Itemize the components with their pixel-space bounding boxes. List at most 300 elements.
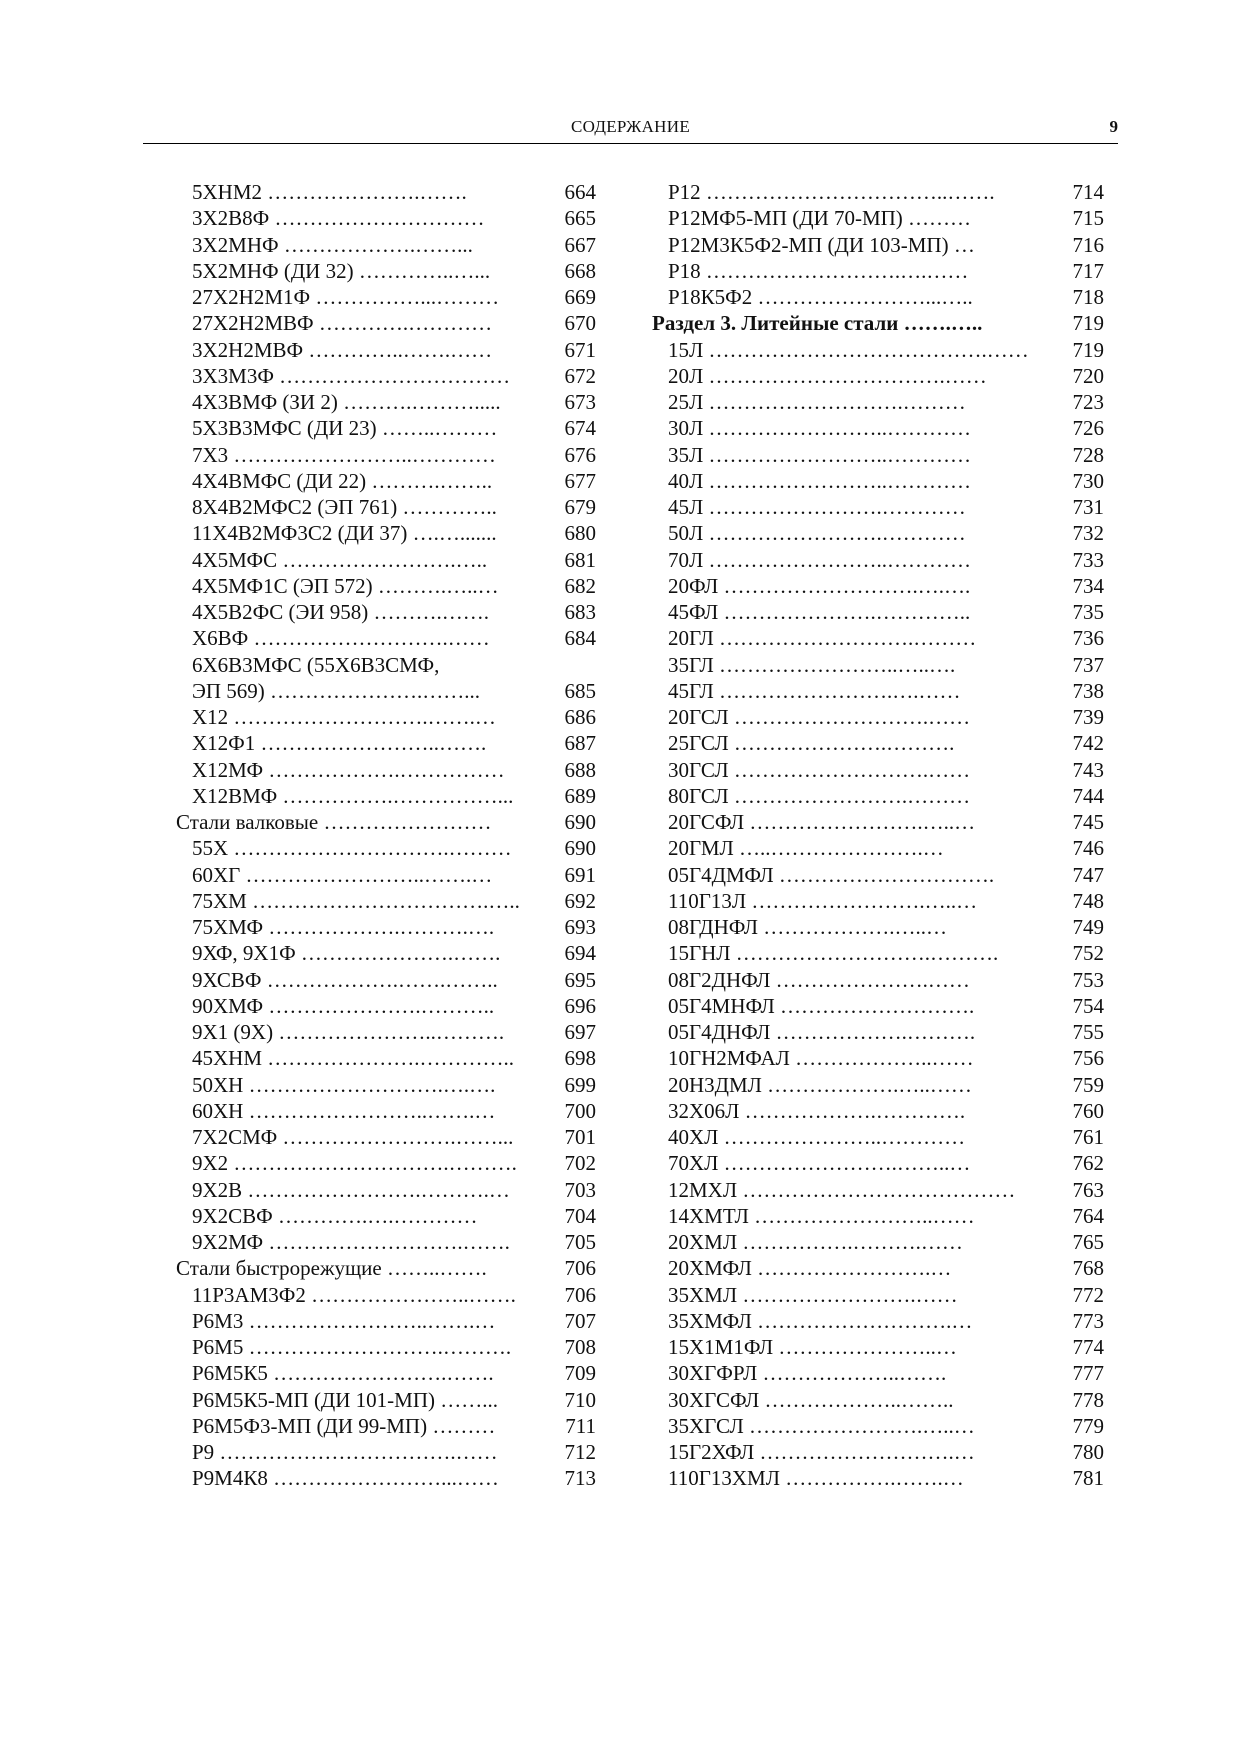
toc-entry-page: 671 <box>564 337 596 362</box>
toc-entry <box>176 442 596 468</box>
toc-entry <box>652 835 1104 861</box>
toc-entry <box>652 573 1104 599</box>
toc-entry <box>176 389 596 415</box>
toc-entry <box>652 730 1104 756</box>
toc-entry-page: 687 <box>564 731 596 756</box>
toc-entry <box>652 337 1104 363</box>
toc-entry-page: 684 <box>564 626 596 651</box>
toc-entry-title: 20ГСЛ ……………………….…… <box>668 705 971 729</box>
toc-entry-page: 709 <box>564 1361 596 1386</box>
toc-entry-page: 733 <box>1072 547 1104 572</box>
toc-entry-page: 673 <box>564 390 596 414</box>
toc-entry <box>652 1203 1104 1229</box>
toc-entry-title: Р18К5Ф2 ……………………...….. <box>668 285 973 309</box>
toc-entry-title: 55Х ………………………….……… <box>192 836 512 861</box>
toc-entry <box>652 1177 1104 1203</box>
toc-entry-title: 30ХГСФЛ ………………..…….. <box>668 1387 954 1412</box>
toc-entry-title: Р12М3К5Ф2-МП (ДИ 103-МП) … <box>668 232 975 257</box>
toc-entry <box>652 494 1104 520</box>
toc-entry <box>176 1439 596 1465</box>
toc-entry <box>176 1203 596 1229</box>
toc-entry-page: 719 <box>1072 311 1104 336</box>
toc-entry-title: 35ГЛ ……………………..…..…. <box>668 652 956 677</box>
toc-entry <box>176 337 596 363</box>
toc-entry-title: 05Г4МНФЛ ………………………. <box>668 993 975 1018</box>
toc-entry <box>176 1360 596 1386</box>
toc-entry-title: Стали быстрорежущие ……..……. <box>176 1256 487 1281</box>
toc-entry-title: 30ГСЛ ……………………….…… <box>668 757 971 782</box>
toc-entry-title: 35ХМЛ …………………….…… <box>668 1282 958 1307</box>
toc-entry-title: 11Р3АМ3Ф2 …………………..……. <box>192 1282 516 1307</box>
toc-entry-page: 681 <box>564 547 596 572</box>
toc-entry-page: 718 <box>1072 285 1104 309</box>
toc-entry-page: 734 <box>1072 573 1104 598</box>
toc-entry <box>176 652 596 705</box>
running-title: СОДЕРЖАНИЕ <box>570 117 691 136</box>
toc-entry-title: 20Н3ДМЛ ……………….…..…… <box>668 1072 972 1097</box>
toc-left-column <box>176 179 596 1492</box>
toc-entry <box>176 415 596 441</box>
toc-entry-title: 15Х1М1ФЛ …………………..… <box>668 1335 957 1359</box>
toc-entry-page: 668 <box>564 258 596 283</box>
toc-entry-page: 689 <box>564 783 596 808</box>
page-number: 9 <box>1109 117 1118 136</box>
toc-entry-title: 27Х2Н2МВФ ………….………… <box>192 311 493 336</box>
toc-entry-title: 9ХФ, 9Х1Ф ………………….……. <box>192 941 501 966</box>
toc-entry-page: 693 <box>564 915 596 939</box>
toc-entry-page: 743 <box>1072 757 1104 782</box>
toc-entry <box>652 1282 1104 1308</box>
toc-entry-title: 08ГДНФЛ ……………….…..… <box>668 915 948 939</box>
toc-entry <box>652 1150 1104 1176</box>
toc-entry-page: 690 <box>564 836 596 861</box>
toc-entry-title: 12МХЛ ………………………………… <box>668 1177 1016 1202</box>
toc-entry-page: 707 <box>564 1308 596 1333</box>
toc-entry <box>176 914 596 940</box>
toc-entry-page: 749 <box>1072 915 1104 939</box>
toc-entry-page: 746 <box>1072 836 1104 861</box>
toc-entry <box>652 1387 1104 1413</box>
toc-entry-title: 50ХН ……………………….….…. <box>192 1072 496 1097</box>
toc-entry-page: 781 <box>1072 1466 1104 1491</box>
toc-entry-page: 762 <box>1072 1151 1104 1176</box>
toc-entry-page: 742 <box>1072 731 1104 756</box>
toc-entry-title: Х12Ф1 ……………………..……. <box>192 731 487 756</box>
toc-entry-title: Р6М5К5-МП (ДИ 101-МП) ……... <box>192 1387 498 1412</box>
toc-entry-title: 70ХЛ …………………….……..… <box>668 1151 971 1176</box>
toc-entry <box>652 783 1104 809</box>
toc-entry-page: 714 <box>1072 180 1104 204</box>
toc-entry <box>652 625 1104 651</box>
toc-entry-page: 744 <box>1072 783 1104 808</box>
toc-entry-title: 70Л ……………………..………… <box>668 547 971 572</box>
toc-entry-page: 682 <box>564 573 596 598</box>
toc-entry-title: 9Х1 (9Х) …………………..………. <box>192 1020 505 1044</box>
toc-entry <box>176 258 596 284</box>
toc-entry-page: 710 <box>564 1387 596 1412</box>
toc-entry-title: Р18 ……………………….….…… <box>668 258 969 283</box>
toc-entry-title: 4Х5МФС …………………….….. <box>192 547 488 572</box>
toc-entry-title: 45ФЛ ………………….………….. <box>668 600 971 624</box>
toc-entry <box>176 232 596 258</box>
toc-entry-title: Х12МФ ……………….…………… <box>192 757 505 782</box>
toc-entry <box>176 1413 596 1439</box>
toc-entry-page: 745 <box>1072 810 1104 834</box>
toc-entry-page: 747 <box>1072 862 1104 887</box>
toc-entry-title: 8Х4В2МФС2 (ЭП 761) ………….. <box>192 495 497 519</box>
toc-entry-page: 773 <box>1072 1308 1104 1333</box>
toc-entry-page: 701 <box>564 1125 596 1149</box>
toc-entry-title: 75ХМФ ……………….……….…. <box>192 915 495 939</box>
toc-entry-title: 45ГЛ …………………….….…… <box>668 678 961 703</box>
toc-entry <box>652 442 1104 468</box>
toc-entry-page: 713 <box>564 1466 596 1491</box>
toc-entry <box>652 862 1104 888</box>
toc-entry <box>176 179 596 205</box>
toc-entry <box>652 468 1104 494</box>
toc-entry-page: 720 <box>1072 363 1104 388</box>
toc-entry-page: 669 <box>564 285 596 309</box>
toc-entry <box>176 363 596 389</box>
toc-entry-page: 735 <box>1072 600 1104 624</box>
toc-entry-title: 5Х2МНФ (ДИ 32) …………..…... <box>192 258 491 283</box>
toc-entry-title: 25Л ……………………….……… <box>668 390 966 414</box>
toc-entry-title: Р6М5Ф3-МП (ДИ 99-МП) ……… <box>192 1413 496 1438</box>
toc-entry <box>176 1282 596 1308</box>
toc-entry-page: 764 <box>1072 1203 1104 1228</box>
toc-entry-page: 778 <box>1072 1387 1104 1412</box>
toc-entry-page: 680 <box>564 521 596 546</box>
toc-entry-page: 772 <box>1072 1282 1104 1307</box>
toc-entry <box>176 1124 596 1150</box>
toc-entry <box>176 1229 596 1255</box>
toc-entry <box>176 757 596 783</box>
toc-entry-page: 780 <box>1072 1440 1104 1464</box>
toc-entry-page: 752 <box>1072 941 1104 966</box>
toc-entry-page: 728 <box>1072 442 1104 467</box>
toc-entry-page: 719 <box>1072 337 1104 362</box>
toc-entry-title: 20ГСФЛ …………………….…..… <box>668 810 976 834</box>
toc-entry <box>652 363 1104 389</box>
toc-entry <box>652 1045 1104 1071</box>
toc-entry-page: 683 <box>564 600 596 624</box>
toc-entry-title: 5Х3В3МФС (ДИ 23) ……..……… <box>192 416 498 441</box>
toc-entry-title: Р6М5 ……………………….………. <box>192 1335 512 1359</box>
toc-entry-title: Р6М5К5 …………………….……. <box>192 1361 494 1386</box>
toc-entry-page: 695 <box>564 967 596 992</box>
toc-entry <box>176 1019 596 1045</box>
toc-entry-page: 667 <box>564 232 596 257</box>
toc-entry <box>176 1334 596 1360</box>
toc-entry-title: 45Л …………………….………… <box>668 495 966 519</box>
toc-entry-page: 739 <box>1072 705 1104 729</box>
toc-entry-page: 777 <box>1072 1361 1104 1386</box>
toc-entry-page: 705 <box>564 1230 596 1254</box>
toc-entry-title: 6Х6В3МФС (55Х6В3СМФ, ЭП 569) ………………….……... <box>192 652 481 703</box>
toc-entry-page: 753 <box>1072 967 1104 992</box>
toc-entry-page: 763 <box>1072 1177 1104 1202</box>
toc-group-heading <box>176 1255 596 1281</box>
toc-entry <box>652 652 1104 678</box>
toc-entry-title: 75ХМ …………………………….….. <box>192 888 520 913</box>
toc-entry <box>176 599 596 625</box>
toc-entry <box>652 1413 1104 1439</box>
toc-entry <box>652 1334 1104 1360</box>
toc-entry <box>176 310 596 336</box>
toc-entry-title: 3Х2В8Ф ………………………… <box>192 206 485 231</box>
toc-entry <box>176 494 596 520</box>
toc-entry-page: 736 <box>1072 626 1104 651</box>
toc-entry-title: 9Х2СВФ ………….….………… <box>192 1203 478 1228</box>
toc-entry-page: 732 <box>1072 521 1104 546</box>
toc-entry-title: 20ГЛ ……………………….……… <box>668 626 977 651</box>
toc-entry <box>176 1177 596 1203</box>
toc-entry <box>652 678 1104 704</box>
toc-entry-title: 4Х3ВМФ (ЗИ 2) ……….………..... <box>192 390 501 414</box>
toc-entry <box>176 468 596 494</box>
toc-entry <box>652 232 1104 258</box>
toc-entry <box>652 415 1104 441</box>
toc-entry-page: 686 <box>564 705 596 729</box>
toc-entry-title: 40Л ……………………..………… <box>668 468 971 493</box>
toc-entry-page: 756 <box>1072 1046 1104 1071</box>
toc-entry-page: 700 <box>564 1098 596 1123</box>
header-rule <box>143 143 1118 144</box>
toc-entry-title: 9Х2 ………………………….………. <box>192 1151 517 1176</box>
toc-entry <box>176 1308 596 1334</box>
toc-entry <box>652 599 1104 625</box>
toc-entry-page: 688 <box>564 757 596 782</box>
toc-entry <box>652 914 1104 940</box>
toc-entry-title: 7Х2СМФ …………………….……... <box>192 1125 514 1149</box>
toc-entry-title: 20Л …………………………….…… <box>668 363 987 388</box>
toc-entry-title: 15ГНЛ ……………………….………. <box>668 941 999 966</box>
toc-entry-title: 4Х5В2ФС (ЭИ 958) ……….……. <box>192 600 490 624</box>
toc-entry-page: 761 <box>1072 1125 1104 1149</box>
toc-entry <box>652 179 1104 205</box>
toc-entry-title: 20ХМФЛ …………………….… <box>668 1256 952 1281</box>
toc-entry-page: 692 <box>564 888 596 913</box>
toc-entry-title: 32Х06Л ……………….…………. <box>668 1098 966 1123</box>
toc-entry-title: Р12МФ5-МП (ДИ 70-МП) ……… <box>668 206 972 231</box>
toc-entry-page: 694 <box>564 941 596 966</box>
toc-entry-page: 755 <box>1072 1020 1104 1044</box>
toc-entry-title: Р6М3 ……………………..…….… <box>192 1308 496 1333</box>
toc-entry-title: 27Х2Н2М1Ф ……………...……… <box>192 285 500 309</box>
toc-entry-page: 696 <box>564 993 596 1018</box>
toc-entry-title: 9Х2В …………………….……….… <box>192 1177 510 1202</box>
toc-entry-title: 110Г13ХМЛ …………….…….… <box>668 1466 964 1491</box>
toc-entry-page: 759 <box>1072 1072 1104 1097</box>
toc-entry-page: 774 <box>1072 1335 1104 1359</box>
toc-entry <box>652 1308 1104 1334</box>
toc-entry-title: 60ХН ……………………..…….… <box>192 1098 496 1123</box>
toc-entry <box>176 862 596 888</box>
toc-entry-title: 15Г2ХФЛ ……………………….… <box>668 1440 975 1464</box>
toc-entry-page: 706 <box>564 1256 596 1281</box>
toc-entry-page: 704 <box>564 1203 596 1228</box>
toc-entry-page: 665 <box>564 206 596 231</box>
toc-entry <box>652 258 1104 284</box>
toc-entry-title: Раздел 3. Литейные стали …….….. <box>652 311 983 336</box>
toc-entry-page: 737 <box>1072 652 1104 677</box>
toc-entry-title: 3Х2Н2МВФ …………..…….…… <box>192 337 493 362</box>
toc-entry <box>652 1229 1104 1255</box>
toc-entry-title: 25ГСЛ ………………….………. <box>668 731 955 756</box>
toc-entry-page: 697 <box>564 1020 596 1044</box>
toc-entry-title: Х6ВФ ……………………….…… <box>192 626 490 651</box>
toc-entry-page: 711 <box>565 1413 596 1438</box>
toc-entry <box>176 1098 596 1124</box>
toc-entry-title: 20ГМЛ …..………………….… <box>668 836 944 861</box>
toc-entry-page: 716 <box>1072 232 1104 257</box>
toc-entry-title: 14ХМТЛ ……………………..…… <box>668 1203 975 1228</box>
toc-entry <box>176 284 596 310</box>
toc-entry <box>176 783 596 809</box>
toc-entry-title: 35ХГСЛ …………………….…..… <box>668 1413 975 1438</box>
toc-entry-page: 730 <box>1072 468 1104 493</box>
toc-entry <box>176 573 596 599</box>
toc-entry <box>176 1072 596 1098</box>
toc-entry-title: 15Л ………………………………….…… <box>668 337 1029 362</box>
toc-entry-page: 677 <box>564 468 596 493</box>
toc-entry-page: 706 <box>564 1282 596 1307</box>
toc-entry <box>652 967 1104 993</box>
toc-entry <box>652 809 1104 835</box>
toc-entry-page: 765 <box>1072 1230 1104 1254</box>
toc-entry-page: 670 <box>564 311 596 336</box>
toc-entry-title: Стали валковые …………………… <box>176 810 492 834</box>
running-header <box>143 117 1118 143</box>
toc-entry-title: 60ХГ ……………………..…….… <box>192 862 493 887</box>
toc-entry <box>652 888 1104 914</box>
toc-entry-title: 30Л ……………………..………… <box>668 416 971 441</box>
toc-entry <box>652 389 1104 415</box>
toc-entry-page: 691 <box>564 862 596 887</box>
toc-entry <box>652 520 1104 546</box>
toc-entry-title: 110Г13Л …………………….…..… <box>668 888 978 913</box>
toc-entry <box>176 625 596 651</box>
toc-entry-page: 699 <box>564 1072 596 1097</box>
toc-entry-page: 690 <box>564 810 596 834</box>
toc-entry <box>652 993 1104 1019</box>
toc-entry <box>176 520 596 546</box>
toc-entry-title: 90ХМФ ………………….……….. <box>192 993 495 1018</box>
toc-entry <box>176 547 596 573</box>
toc-entry <box>176 704 596 730</box>
toc-entry-page: 698 <box>564 1046 596 1071</box>
toc-entry-title: 80ГСЛ …………………….……… <box>668 783 971 808</box>
toc-entry-title: 30ХГФРЛ ………………..……. <box>668 1361 947 1386</box>
toc-entry <box>176 730 596 756</box>
toc-entry-page: 717 <box>1072 258 1104 283</box>
toc-entry <box>652 1439 1104 1465</box>
toc-entry-title: 40ХЛ …………………..………… <box>668 1125 966 1149</box>
toc-entry <box>652 1098 1104 1124</box>
toc-entry-page: 679 <box>564 495 596 519</box>
toc-entry-title: 9Х2МФ ……………………….……. <box>192 1230 510 1254</box>
toc-entry-title: 08Г2ДНФЛ ………………….…… <box>668 967 970 992</box>
toc-entry-page: 779 <box>1072 1413 1104 1438</box>
toc-entry-title: 45ХНМ ………………….………….. <box>192 1046 515 1071</box>
toc-entry-page: 738 <box>1072 678 1104 703</box>
toc-entry <box>176 1150 596 1176</box>
toc-entry-title: 3Х3М3Ф …………………………… <box>192 363 511 388</box>
toc-entry <box>652 284 1104 310</box>
toc-entry-title: 10ГН2МФАЛ ………………..…… <box>668 1046 974 1071</box>
toc-entry <box>652 1072 1104 1098</box>
toc-entry-title: 4Х5МФ1С (ЭП 572) ……….…..… <box>192 573 499 598</box>
toc-entry <box>176 205 596 231</box>
toc-entry-page: 726 <box>1072 416 1104 441</box>
toc-right-column <box>652 179 1104 1492</box>
toc-entry-title: 50Л …………………….………… <box>668 521 966 546</box>
toc-entry-title: 3Х2МНФ ……………….……... <box>192 232 473 257</box>
toc-entry-title: Р12 ……………………………..……. <box>668 180 995 204</box>
toc-entry-page: 674 <box>564 416 596 441</box>
toc-entry <box>176 940 596 966</box>
toc-entry-title: 05Г4ДМФЛ …………………………. <box>668 862 995 887</box>
toc-entry-page: 703 <box>564 1177 596 1202</box>
toc-entry-page: 768 <box>1072 1256 1104 1281</box>
toc-entry-page: 708 <box>564 1335 596 1359</box>
toc-entry-title: Р9М4К8 ……………………...…… <box>192 1466 499 1491</box>
toc-entry-title: 9ХСВФ ……………….…….…….. <box>192 967 498 992</box>
toc-entry-page: 712 <box>564 1440 596 1464</box>
toc-entry <box>652 757 1104 783</box>
toc-entry <box>652 1255 1104 1281</box>
toc-entry-title: 05Г4ДНФЛ ……………….………. <box>668 1020 976 1044</box>
toc-entry-page: 754 <box>1072 993 1104 1018</box>
toc-entry <box>652 1360 1104 1386</box>
toc-entry <box>176 835 596 861</box>
toc-entry <box>176 1045 596 1071</box>
toc-entry <box>176 1387 596 1413</box>
toc-section-heading <box>652 310 1104 336</box>
toc-entry-title: Х12ВМФ …………….……………... <box>192 783 514 808</box>
toc-entry-title: 4Х4ВМФС (ДИ 22) ……….…….. <box>192 468 493 493</box>
toc-entry-page: 760 <box>1072 1098 1104 1123</box>
toc-group-heading <box>176 809 596 835</box>
toc-entry-title: Р9 …………………………….…… <box>192 1440 498 1464</box>
toc-entry-page: 723 <box>1072 390 1104 414</box>
toc-entry-page: 685 <box>564 678 596 703</box>
toc-entry-title: 20ХМЛ …………….……….…… <box>668 1230 963 1254</box>
toc-entry-page: 702 <box>564 1151 596 1176</box>
toc-entry <box>176 1465 596 1491</box>
toc-entry-page: 748 <box>1072 888 1104 913</box>
toc-entry-title: 35Л ……………………..………… <box>668 442 971 467</box>
toc-entry-page: 664 <box>564 180 596 204</box>
toc-entry <box>652 704 1104 730</box>
toc-entry-title: 35ХМФЛ ……………………….… <box>668 1308 973 1333</box>
toc-entry-title: 11Х4В2МФ3С2 (ДИ 37) ….…....... <box>192 521 497 546</box>
toc-entry <box>176 888 596 914</box>
toc-entry-page: 672 <box>564 363 596 388</box>
toc-entry <box>652 1019 1104 1045</box>
toc-entry <box>652 1465 1104 1491</box>
toc-entry <box>652 940 1104 966</box>
toc-entry-title: 7Х3 ……………………..………… <box>192 442 496 467</box>
toc-entry-title: 5ХНМ2 ………………….……. <box>192 180 467 204</box>
toc-entry-page: 715 <box>1072 206 1104 231</box>
toc-entry <box>176 993 596 1019</box>
toc-entry <box>176 967 596 993</box>
toc-entry <box>652 547 1104 573</box>
toc-entry-title: Х12 ……………………….…….… <box>192 705 496 729</box>
toc-entry-page: 676 <box>564 442 596 467</box>
toc-entry <box>652 205 1104 231</box>
